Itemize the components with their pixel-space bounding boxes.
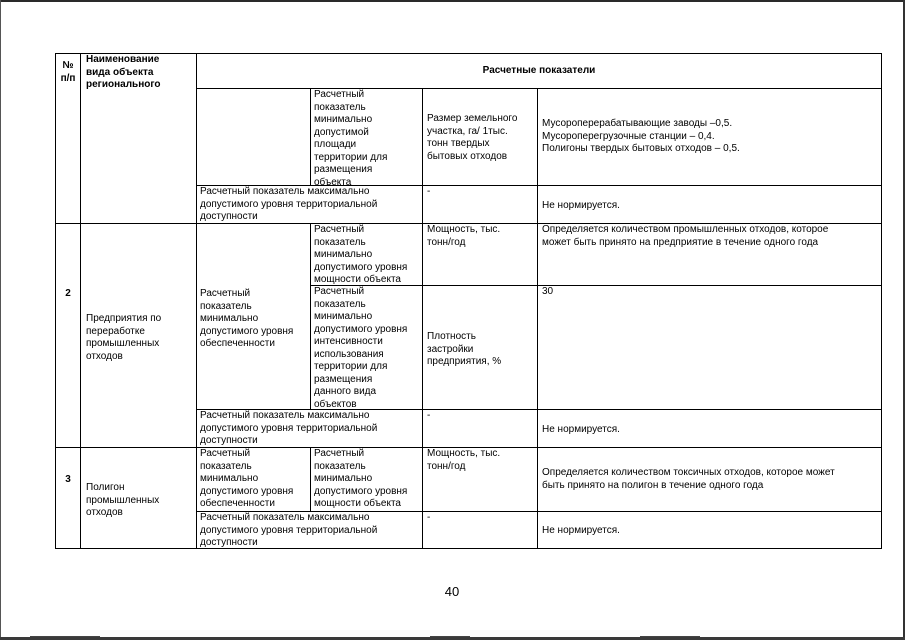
- row3-access-label: Расчетный показатель максимально допустимого уровня территориальной доступности: [200, 512, 378, 548]
- header-object-name: Наименование вида объекта регионального: [86, 54, 161, 90]
- row2-provision-label: Расчетный показатель минимально допустимого уровня обеспеченности: [200, 288, 294, 349]
- table-border: [55, 548, 881, 549]
- table-border: [80, 53, 81, 549]
- row2-access-unit: -: [427, 410, 431, 421]
- table-border: [537, 88, 538, 549]
- row1-area-unit: Размер земельного участка, га/ 1тыс. тонн твердых бытовых отходов: [427, 113, 518, 162]
- row2-capacity-unit: Мощность, тыс. тонн/год: [427, 224, 501, 248]
- table-border: [310, 88, 311, 186]
- table-border: [881, 53, 882, 549]
- scan-mark: [30, 636, 100, 637]
- table-border: [310, 447, 311, 512]
- row3-access-value: Не нормируется.: [542, 525, 620, 536]
- table-border: [422, 88, 423, 549]
- row2-object-name: Предприятия по переработке промышленных отходов: [86, 313, 162, 362]
- row3-number: 3: [65, 474, 71, 485]
- row3-provision-label: Расчетный показатель минимально допустимого уровня обеспеченности: [200, 448, 294, 509]
- scan-mark: [430, 636, 470, 637]
- row2-number: 2: [65, 288, 71, 299]
- table-border: [310, 223, 311, 410]
- row3-capacity-unit: Мощность, тыс. тонн/год: [427, 448, 501, 472]
- header-number: № п/п: [60, 60, 76, 84]
- row3-object-name: Полигон промышленных отходов: [86, 482, 160, 518]
- row2-access-label: Расчетный показатель максимально допустимого уровня территориальной доступности: [200, 410, 378, 446]
- row3-capacity-label: Расчетный показатель минимально допустимого уровня мощности объекта: [314, 448, 408, 509]
- row2-capacity-label: Расчетный показатель минимально допустимого уровня мощности объекта: [314, 224, 408, 285]
- scan-mark: [640, 636, 700, 637]
- row3-access-unit: -: [427, 512, 431, 523]
- page-number: 40: [444, 584, 460, 599]
- row2-density-unit: Плотность застройки предприятия, %: [427, 331, 502, 367]
- row2-density-value: 30: [542, 286, 554, 297]
- row2-capacity-value: Определяется количеством промышленных отходов, которое может быть принято на предприятие в течение одного года: [542, 224, 829, 248]
- row1-min-area-label: Расчетный показатель минимально допустимой площади территории для размещения объекта: [314, 89, 388, 188]
- row3-capacity-value: Определяется количеством токсичных отходов, которое может быть принято на полигон в течение одного года: [542, 467, 835, 491]
- header-indicators: Расчетные показатели: [482, 65, 596, 76]
- table-border: [196, 88, 881, 89]
- scan-edge-left: [0, 0, 1, 640]
- row1-access-unit: -: [427, 186, 431, 197]
- scan-edge-top: [0, 0, 905, 2]
- row2-intensity-label: Расчетный показатель минимально допустимого уровня интенсивности использования территории для размещения данного вида объектов: [314, 286, 408, 410]
- row1-area-value: Мусороперерабатывающие заводы –0,5. Мусороперегрузочные станции – 0,4. Полигоны твердых бытовых отходов – 0,5.: [542, 118, 740, 154]
- row1-access-label: Расчетный показатель максимально допустимого уровня территориальной доступности: [200, 186, 378, 222]
- table-border: [196, 53, 197, 549]
- row2-access-value: Не нормируется.: [542, 424, 620, 435]
- row1-access-value: Не нормируется.: [542, 200, 620, 211]
